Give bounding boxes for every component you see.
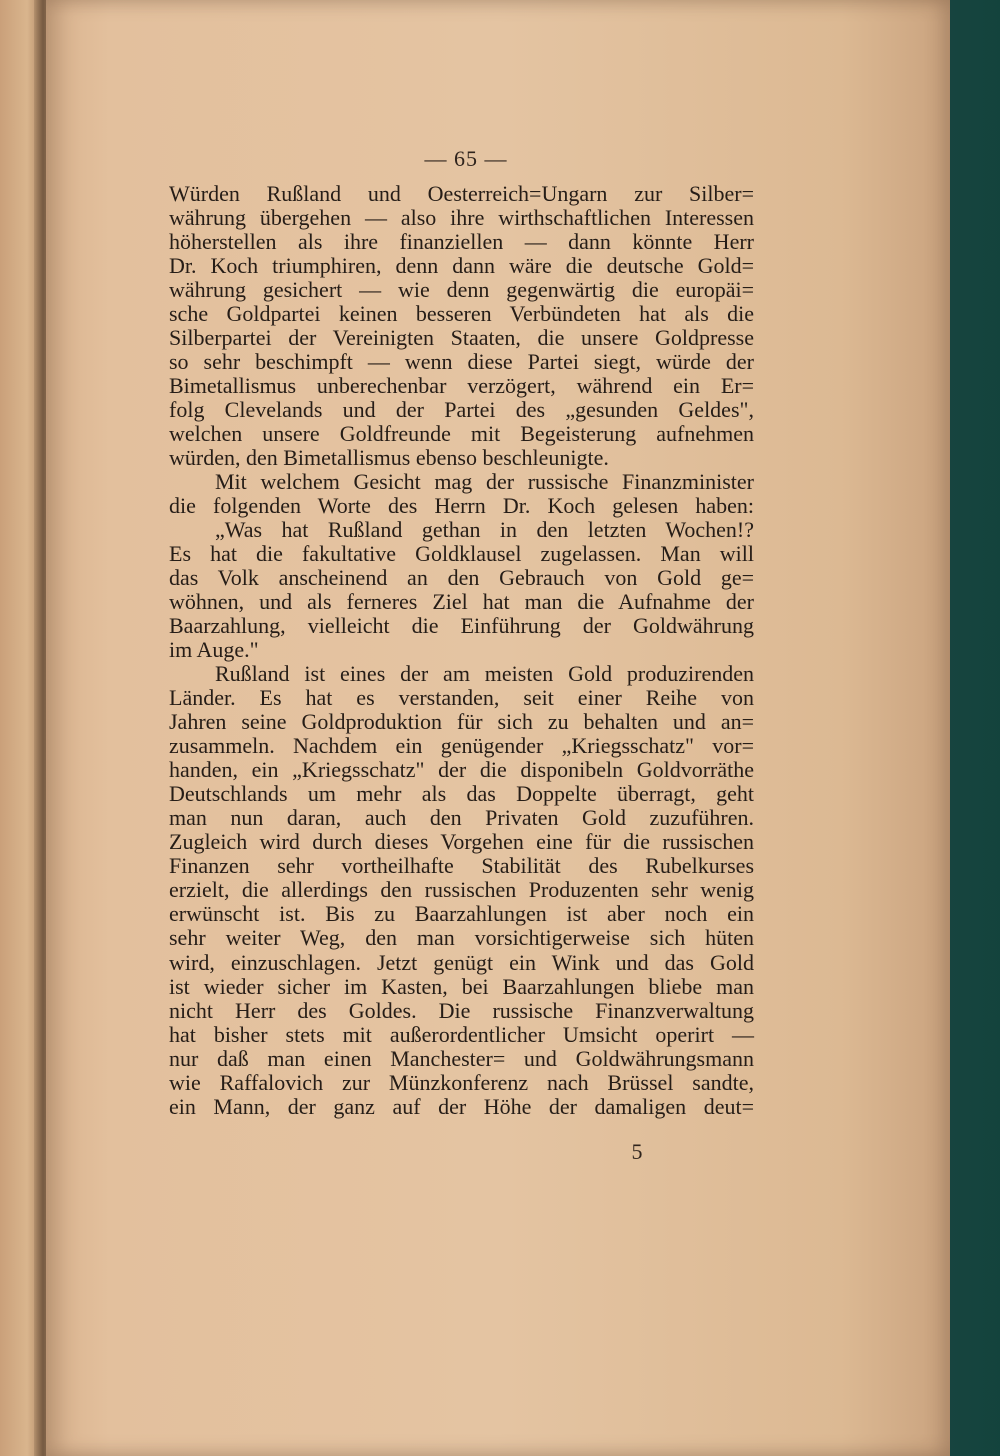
text-line: sche Goldpartei keinen besseren Verbündeten hat als die (169, 301, 754, 327)
text-line: Deutschlands um mehr als das Doppelte überragt, geht (169, 781, 754, 807)
text-line: Mit welchem Gesicht mag der russische Finanzminister (215, 469, 754, 495)
text-line: zusammeln. Nachdem ein genügender „Kriegsschatz" vor= (169, 733, 754, 759)
page-number: — 65 — (424, 146, 508, 171)
text-line: Rußland ist eines der am meisten Gold produzirenden (215, 661, 754, 687)
text-line: währung gesichert — wie denn gegenwärtig die europäi= (169, 277, 754, 303)
text-line: Finanzen sehr vortheilhafte Stabilität des Rubelkurses (169, 853, 754, 879)
text-line: folg Clevelands und der Partei des „gesunden Geldes", (169, 397, 754, 423)
text-line: „Was hat Rußland gethan in den letzten Wochen!? (215, 517, 754, 543)
text-line: hat bisher stets mit außerordentlicher Umsicht operirt — (169, 1021, 754, 1047)
signature-mark: 5 (631, 1139, 643, 1164)
text-line: höherstellen als ihre finanziellen — dann könnte Herr (169, 229, 754, 255)
text-line: erzielt, die allerdings den russischen Produzenten sehr wenig (169, 877, 754, 903)
text-line: Würden Rußland und Oesterreich=Ungarn zur Silber= (169, 181, 754, 206)
body-text (169, 182, 754, 1119)
text-line: währung übergehen — also ihre wirthschaftlichen Interessen (169, 205, 754, 231)
text-line: Silberpartei der Vereinigten Staaten, die unsere Goldpresse (169, 325, 754, 351)
text-line: sehr weiter Weg, den man vorsichtigerweise sich hüten (169, 925, 754, 951)
text-line: im Auge." (169, 637, 259, 663)
text-line: Jahren seine Goldproduktion für sich zu behalten und an= (169, 709, 754, 735)
text-line: handen, ein „Kriegsschatz" der die disponibeln Goldvorräthe (169, 757, 754, 783)
text-line: nur daß man einen Manchester= und Goldwährungsmann (169, 1045, 754, 1071)
text-line: Zugleich wird durch dieses Vorgehen eine für die russischen (169, 829, 754, 855)
text-line: würden, den Bimetallismus ebenso beschleunigte. (169, 445, 609, 471)
text-line: Baarzahlung, vielleicht die Einführung der Goldwährung (169, 613, 754, 639)
text-line: ein Mann, der ganz auf der Höhe der damaligen deut= (169, 1093, 754, 1119)
text-line: wie Raffalovich zur Münzkonferenz nach Brüssel sandte, (169, 1069, 754, 1095)
text-line: Länder. Es hat es verstanden, seit einer Reihe von (169, 685, 754, 711)
text-line: welchen unsere Goldfreunde mit Begeisterung aufnehmen (169, 421, 754, 447)
text-line: ist wieder sicher im Kasten, bei Baarzahlungen bliebe man (169, 973, 754, 999)
text-line: wöhnen, und als ferneres Ziel hat man die Aufnahme der (169, 589, 754, 615)
text-line: die folgenden Worte des Herrn Dr. Koch gelesen haben: (169, 493, 754, 519)
text-line: Dr. Koch triumphiren, denn dann wäre die deutsche Gold= (169, 253, 754, 279)
text-line: das Volk anscheinend an den Gebrauch von Gold ge= (169, 565, 754, 591)
text-line: man nun daran, auch den Privaten Gold zuzuführen. (169, 805, 754, 831)
text-line: so sehr beschimpft — wenn diese Partei siegt, würde der (169, 349, 754, 375)
text-line: erwünscht ist. Bis zu Baarzahlungen ist aber noch ein (169, 901, 754, 927)
text-line: wird, einzuschlagen. Jetzt genügt ein Wink und das Gold (169, 949, 754, 975)
text-line: Es hat die fakultative Goldklausel zugelassen. Man will (169, 541, 754, 567)
text-line: Bimetallismus unberechenbar verzögert, während ein Er= (169, 373, 754, 399)
scan-background (950, 0, 1000, 1456)
text-line: nicht Herr des Goldes. Die russische Finanzverwaltung (169, 997, 754, 1023)
